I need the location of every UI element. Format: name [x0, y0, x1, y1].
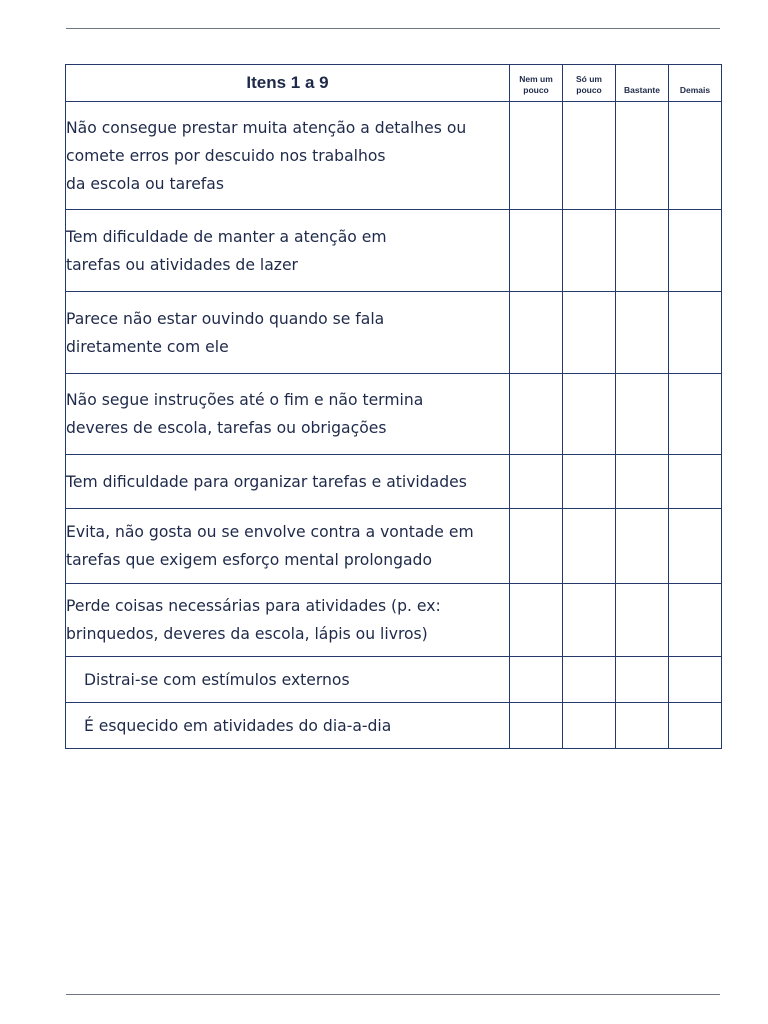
option-header-bastante	[616, 65, 669, 102]
option-label: Nem um pouco	[519, 74, 553, 95]
answer-box-bastante[interactable]	[616, 102, 669, 210]
answer-box-bastante[interactable]	[616, 292, 669, 374]
item-row-9	[66, 703, 722, 749]
option-label: Demais	[679, 84, 711, 95]
option-label: Só um pouco	[576, 74, 602, 95]
item-text: Tem dificuldade para organizar tarefas e atividades	[66, 455, 510, 509]
header-row	[66, 65, 722, 102]
option-header-so-um-pouco	[563, 65, 616, 102]
option-label: Bastante	[624, 84, 660, 95]
item-text: Distrai-se com estímulos externos	[66, 657, 510, 703]
item-row-8	[66, 657, 722, 703]
answer-box-demais[interactable]	[669, 292, 722, 374]
top-rule	[66, 28, 720, 29]
item-text: Tem dificuldade de manter a atenção em tarefas ou atividades de lazer	[66, 210, 510, 292]
answer-box-so-um-pouco[interactable]	[563, 292, 616, 374]
item-row-1	[66, 102, 722, 210]
answer-box-nem-um-pouco[interactable]	[510, 509, 563, 584]
item-text: Evita, não gosta ou se envolve contra a vontade em tarefas que exigem esforço mental prolongado	[66, 509, 510, 584]
item-row-2	[66, 210, 722, 292]
answer-box-so-um-pouco[interactable]	[563, 374, 616, 455]
symptom-checklist-table	[65, 64, 722, 749]
answer-box-nem-um-pouco[interactable]	[510, 455, 563, 509]
answer-box-demais[interactable]	[669, 509, 722, 584]
item-row-6	[66, 509, 722, 584]
answer-box-demais[interactable]	[669, 374, 722, 455]
answer-box-bastante[interactable]	[616, 210, 669, 292]
answer-box-bastante[interactable]	[616, 703, 669, 749]
item-text: Perde coisas necessárias para atividades (p. ex: brinquedos, deveres da escola, lápis ou livros)	[66, 584, 510, 657]
answer-box-so-um-pouco[interactable]	[563, 509, 616, 584]
item-text: Não consegue prestar muita atenção a detalhes ou comete erros por descuido nos trabalhos da escola ou tarefas	[66, 102, 510, 210]
answer-box-demais[interactable]	[669, 584, 722, 657]
answer-box-bastante[interactable]	[616, 509, 669, 584]
answer-box-so-um-pouco[interactable]	[563, 455, 616, 509]
item-text: Não segue instruções até o fim e não termina deveres de escola, tarefas ou obrigações	[66, 374, 510, 455]
option-header-nem-um-pouco	[510, 65, 563, 102]
answer-box-bastante[interactable]	[616, 584, 669, 657]
answer-box-bastante[interactable]	[616, 455, 669, 509]
item-row-3	[66, 292, 722, 374]
answer-box-demais[interactable]	[669, 102, 722, 210]
bottom-rule	[66, 994, 720, 995]
answer-box-so-um-pouco[interactable]	[563, 102, 616, 210]
item-text: Parece não estar ouvindo quando se fala diretamente com ele	[66, 292, 510, 374]
answer-box-so-um-pouco[interactable]	[563, 657, 616, 703]
answer-box-bastante[interactable]	[616, 657, 669, 703]
answer-box-nem-um-pouco[interactable]	[510, 210, 563, 292]
item-row-4	[66, 374, 722, 455]
answer-box-nem-um-pouco[interactable]	[510, 584, 563, 657]
item-text: É esquecido em atividades do dia-a-dia	[66, 703, 510, 749]
answer-box-nem-um-pouco[interactable]	[510, 292, 563, 374]
answer-box-so-um-pouco[interactable]	[563, 210, 616, 292]
answer-box-nem-um-pouco[interactable]	[510, 657, 563, 703]
answer-box-nem-um-pouco[interactable]	[510, 102, 563, 210]
answer-box-so-um-pouco[interactable]	[563, 584, 616, 657]
option-header-demais	[669, 65, 722, 102]
item-row-5	[66, 455, 722, 509]
answer-box-bastante[interactable]	[616, 374, 669, 455]
answer-box-demais[interactable]	[669, 210, 722, 292]
answer-box-demais[interactable]	[669, 657, 722, 703]
item-row-7	[66, 584, 722, 657]
answer-box-demais[interactable]	[669, 703, 722, 749]
answer-box-so-um-pouco[interactable]	[563, 703, 616, 749]
table-title: Itens 1 a 9	[66, 65, 510, 102]
answer-box-demais[interactable]	[669, 455, 722, 509]
answer-box-nem-um-pouco[interactable]	[510, 374, 563, 455]
answer-box-nem-um-pouco[interactable]	[510, 703, 563, 749]
